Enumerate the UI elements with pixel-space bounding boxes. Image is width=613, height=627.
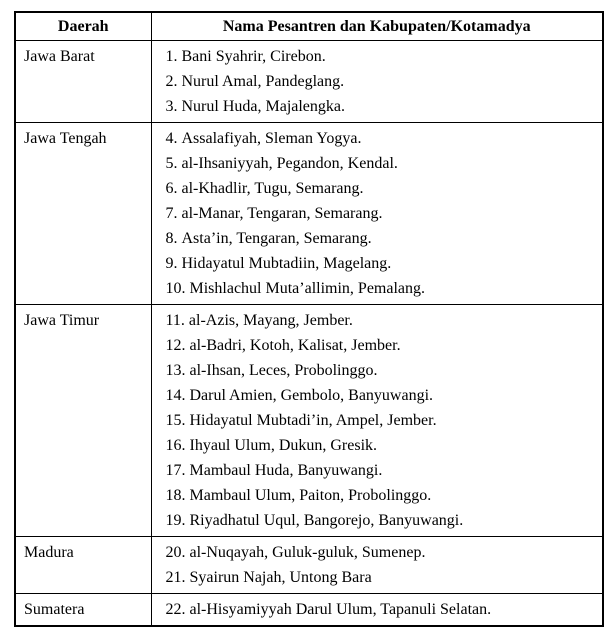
item-name: al-Ihsan, Leces, Probolinggo. (189, 362, 378, 379)
pesantren-item (166, 433, 595, 458)
pesantren-item (166, 383, 595, 408)
item-number: 16. (165, 437, 186, 454)
pesantren-item (166, 201, 595, 226)
item-name: Hidayatul Mubtadi’in, Ampel, Jember. (189, 412, 437, 429)
item-name: Mambaul Huda, Banyuwangi. (189, 462, 383, 479)
item-number: 22. (165, 601, 186, 618)
table-row (15, 123, 603, 305)
item-name: Darul Amien, Gembolo, Banyuwangi. (189, 387, 434, 404)
item-name: al-Azis, Mayang, Jember. (188, 312, 353, 329)
pesantren-item (166, 408, 595, 433)
item-number: 13. (165, 362, 186, 379)
items-cell (151, 123, 603, 305)
item-number: 21. (165, 569, 186, 586)
item-name: Mishlachul Muta’allimin, Pemalang. (189, 280, 426, 297)
item-number: 14. (165, 387, 186, 404)
item-name: Assalafiyah, Sleman Yogya. (181, 130, 362, 147)
table-row (15, 305, 603, 537)
item-number: 3. (165, 98, 178, 115)
pesantren-item (166, 251, 595, 276)
item-number: 8. (165, 230, 178, 247)
item-name: Bani Syahrir, Cirebon. (181, 48, 326, 65)
item-number: 20. (165, 544, 186, 561)
item-number: 2. (165, 73, 178, 90)
item-number: 10. (165, 280, 186, 297)
item-name: Nurul Huda, Majalengka. (181, 98, 346, 115)
pesantren-item (166, 276, 595, 301)
region-cell: Jawa Barat (15, 41, 151, 123)
table-row (15, 537, 603, 594)
table-body (15, 41, 603, 627)
table-row (15, 41, 603, 123)
item-number: 11. (165, 312, 185, 329)
pesantren-table (14, 11, 604, 627)
item-name: Ihyaul Ulum, Dukun, Gresik. (189, 437, 378, 454)
pesantren-item (166, 94, 595, 119)
pesantren-item (166, 540, 595, 565)
item-name: Nurul Amal, Pandeglang. (181, 73, 345, 90)
item-name: al-Manar, Tengaran, Semarang. (181, 205, 383, 222)
item-name: al-Khadlir, Tugu, Semarang. (181, 180, 364, 197)
pesantren-item (166, 176, 595, 201)
items-cell (151, 537, 603, 594)
item-name: Mambaul Ulum, Paiton, Probolinggo. (189, 487, 432, 504)
item-name: Hidayatul Mubtadiin, Magelang. (181, 255, 392, 272)
item-number: 1. (165, 48, 178, 65)
items-cell (151, 594, 603, 627)
region-cell: Madura (15, 537, 151, 594)
item-number: 6. (165, 180, 178, 197)
item-number: 18. (165, 487, 186, 504)
region-cell: Jawa Timur (15, 305, 151, 537)
pesantren-item (166, 69, 595, 94)
items-cell (151, 41, 603, 123)
item-number: 17. (165, 462, 186, 479)
pesantren-item (166, 126, 595, 151)
pesantren-item (166, 226, 595, 251)
items-cell (151, 305, 603, 537)
pesantren-item (166, 597, 595, 622)
item-number: 7. (165, 205, 178, 222)
item-name: Asta’in, Tengaran, Semarang. (181, 230, 372, 247)
item-number: 5. (165, 155, 178, 172)
pesantren-item (166, 508, 595, 533)
table-row (15, 594, 603, 627)
item-number: 15. (165, 412, 186, 429)
item-name: Riyadhatul Uqul, Bangorejo, Banyuwangi. (189, 512, 464, 529)
pesantren-item (166, 151, 595, 176)
item-number: 4. (165, 130, 178, 147)
item-name: al-Hisyamiyyah Darul Ulum, Tapanuli Selatan. (189, 601, 492, 618)
region-cell: Jawa Tengah (15, 123, 151, 305)
item-number: 19. (165, 512, 186, 529)
item-number: 12. (165, 337, 186, 354)
pesantren-item (166, 458, 595, 483)
pesantren-item (166, 44, 595, 69)
item-number: 9. (165, 255, 178, 272)
pesantren-item (166, 308, 595, 333)
item-name: Syairun Najah, Untong Bara (189, 569, 372, 586)
item-name: al-Ihsaniyyah, Pegandon, Kendal. (181, 155, 398, 172)
pesantren-item (166, 483, 595, 508)
pesantren-item (166, 358, 595, 383)
column-header-daerah: Daerah (15, 12, 151, 41)
region-cell: Sumatera (15, 594, 151, 627)
pesantren-item (166, 333, 595, 358)
item-name: al-Badri, Kotoh, Kalisat, Jember. (189, 337, 401, 354)
header-row (15, 12, 603, 41)
pesantren-item (166, 565, 595, 590)
item-name: al-Nuqayah, Guluk-guluk, Sumenep. (189, 544, 426, 561)
column-header-nama-pesantren: Nama Pesantren dan Kabupaten/Kotamadya (151, 12, 603, 41)
